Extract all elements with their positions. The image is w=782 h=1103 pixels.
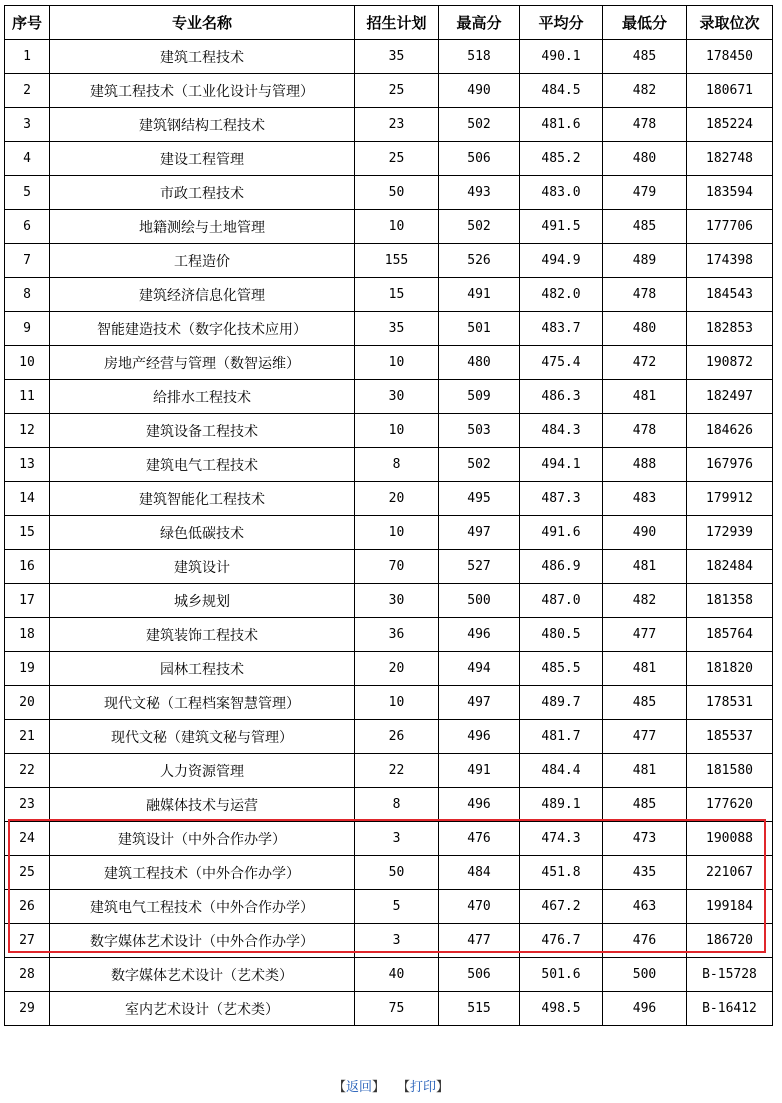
cell-index: 26 bbox=[5, 890, 50, 924]
cell-index: 18 bbox=[5, 618, 50, 652]
table-row bbox=[5, 176, 773, 210]
cell-enrollment-plan: 26 bbox=[355, 720, 439, 754]
cell-enrollment-plan: 50 bbox=[355, 856, 439, 890]
cell-lowest-score: 481 bbox=[603, 380, 687, 414]
cell-admission-rank: 182497 bbox=[687, 380, 773, 414]
cell-lowest-score: 480 bbox=[603, 142, 687, 176]
cell-average-score: 481.6 bbox=[520, 108, 603, 142]
cell-average-score: 494.1 bbox=[520, 448, 603, 482]
cell-highest-score: 506 bbox=[439, 142, 520, 176]
cell-index: 29 bbox=[5, 992, 50, 1026]
cell-lowest-score: 500 bbox=[603, 958, 687, 992]
bracket-open: 【 bbox=[397, 1080, 411, 1095]
table-row bbox=[5, 618, 773, 652]
cell-lowest-score: 485 bbox=[603, 788, 687, 822]
cell-major-name: 地籍测绘与土地管理 bbox=[50, 210, 355, 244]
cell-lowest-score: 481 bbox=[603, 550, 687, 584]
cell-major-name: 建筑装饰工程技术 bbox=[50, 618, 355, 652]
table-row bbox=[5, 244, 773, 278]
cell-lowest-score: 488 bbox=[603, 448, 687, 482]
print-link[interactable]: 打印 bbox=[410, 1080, 437, 1095]
cell-enrollment-plan: 20 bbox=[355, 482, 439, 516]
back-link[interactable]: 返回 bbox=[345, 1080, 372, 1095]
cell-highest-score: 476 bbox=[439, 822, 520, 856]
cell-highest-score: 484 bbox=[439, 856, 520, 890]
cell-lowest-score: 481 bbox=[603, 652, 687, 686]
cell-highest-score: 496 bbox=[439, 788, 520, 822]
cell-admission-rank: 183594 bbox=[687, 176, 773, 210]
header-enrollment-plan: 招生计划 bbox=[355, 6, 439, 40]
header-highest-score: 最高分 bbox=[439, 6, 520, 40]
cell-enrollment-plan: 35 bbox=[355, 40, 439, 74]
cell-enrollment-plan: 75 bbox=[355, 992, 439, 1026]
cell-average-score: 451.8 bbox=[520, 856, 603, 890]
cell-major-name: 房地产经营与管理（数智运维） bbox=[50, 346, 355, 380]
cell-average-score: 482.0 bbox=[520, 278, 603, 312]
cell-average-score: 487.0 bbox=[520, 584, 603, 618]
cell-admission-rank: 184626 bbox=[687, 414, 773, 448]
table-row bbox=[5, 924, 773, 958]
cell-average-score: 498.5 bbox=[520, 992, 603, 1026]
cell-enrollment-plan: 70 bbox=[355, 550, 439, 584]
table-row bbox=[5, 652, 773, 686]
cell-major-name: 智能建造技术（数字化技术应用） bbox=[50, 312, 355, 346]
cell-major-name: 建筑电气工程技术（中外合作办学） bbox=[50, 890, 355, 924]
cell-major-name: 建筑智能化工程技术 bbox=[50, 482, 355, 516]
cell-index: 12 bbox=[5, 414, 50, 448]
table-row bbox=[5, 992, 773, 1026]
cell-average-score: 486.3 bbox=[520, 380, 603, 414]
cell-lowest-score: 485 bbox=[603, 686, 687, 720]
cell-major-name: 城乡规划 bbox=[50, 584, 355, 618]
cell-major-name: 建筑电气工程技术 bbox=[50, 448, 355, 482]
cell-lowest-score: 482 bbox=[603, 584, 687, 618]
table-row bbox=[5, 550, 773, 584]
cell-index: 17 bbox=[5, 584, 50, 618]
cell-highest-score: 477 bbox=[439, 924, 520, 958]
cell-admission-rank: 185224 bbox=[687, 108, 773, 142]
cell-highest-score: 497 bbox=[439, 686, 520, 720]
cell-enrollment-plan: 5 bbox=[355, 890, 439, 924]
cell-highest-score: 496 bbox=[439, 720, 520, 754]
cell-highest-score: 494 bbox=[439, 652, 520, 686]
cell-lowest-score: 477 bbox=[603, 618, 687, 652]
table-row bbox=[5, 346, 773, 380]
cell-admission-rank: 199184 bbox=[687, 890, 773, 924]
cell-enrollment-plan: 25 bbox=[355, 142, 439, 176]
cell-lowest-score: 472 bbox=[603, 346, 687, 380]
cell-admission-rank: B-15728 bbox=[687, 958, 773, 992]
cell-index: 15 bbox=[5, 516, 50, 550]
cell-highest-score: 497 bbox=[439, 516, 520, 550]
bracket-close: 】 bbox=[436, 1080, 450, 1095]
cell-average-score: 484.5 bbox=[520, 74, 603, 108]
cell-admission-rank: 178450 bbox=[687, 40, 773, 74]
cell-enrollment-plan: 25 bbox=[355, 74, 439, 108]
cell-major-name: 建筑设计（中外合作办学） bbox=[50, 822, 355, 856]
cell-index: 13 bbox=[5, 448, 50, 482]
cell-enrollment-plan: 20 bbox=[355, 652, 439, 686]
table-row bbox=[5, 958, 773, 992]
table-row bbox=[5, 584, 773, 618]
cell-lowest-score: 473 bbox=[603, 822, 687, 856]
cell-average-score: 484.3 bbox=[520, 414, 603, 448]
cell-admission-rank: 221067 bbox=[687, 856, 773, 890]
header-admission-rank: 录取位次 bbox=[687, 6, 773, 40]
cell-lowest-score: 479 bbox=[603, 176, 687, 210]
cell-admission-rank: 190872 bbox=[687, 346, 773, 380]
cell-major-name: 工程造价 bbox=[50, 244, 355, 278]
table-row bbox=[5, 822, 773, 856]
cell-highest-score: 506 bbox=[439, 958, 520, 992]
table-row bbox=[5, 788, 773, 822]
cell-lowest-score: 485 bbox=[603, 40, 687, 74]
cell-major-name: 数字媒体艺术设计（中外合作办学） bbox=[50, 924, 355, 958]
table-row bbox=[5, 142, 773, 176]
cell-index: 19 bbox=[5, 652, 50, 686]
cell-lowest-score: 478 bbox=[603, 108, 687, 142]
cell-lowest-score: 435 bbox=[603, 856, 687, 890]
cell-highest-score: 509 bbox=[439, 380, 520, 414]
table-row bbox=[5, 686, 773, 720]
cell-major-name: 数字媒体艺术设计（艺术类） bbox=[50, 958, 355, 992]
table-row bbox=[5, 108, 773, 142]
cell-major-name: 给排水工程技术 bbox=[50, 380, 355, 414]
cell-highest-score: 502 bbox=[439, 448, 520, 482]
cell-average-score: 474.3 bbox=[520, 822, 603, 856]
cell-admission-rank: 174398 bbox=[687, 244, 773, 278]
cell-admission-rank: 182484 bbox=[687, 550, 773, 584]
cell-major-name: 建筑经济信息化管理 bbox=[50, 278, 355, 312]
cell-index: 28 bbox=[5, 958, 50, 992]
cell-major-name: 室内艺术设计（艺术类） bbox=[50, 992, 355, 1026]
header-row bbox=[5, 6, 773, 40]
cell-major-name: 建筑设计 bbox=[50, 550, 355, 584]
cell-lowest-score: 489 bbox=[603, 244, 687, 278]
cell-admission-rank: 182748 bbox=[687, 142, 773, 176]
table-row bbox=[5, 380, 773, 414]
cell-highest-score: 527 bbox=[439, 550, 520, 584]
cell-enrollment-plan: 30 bbox=[355, 584, 439, 618]
cell-enrollment-plan: 8 bbox=[355, 788, 439, 822]
cell-major-name: 园林工程技术 bbox=[50, 652, 355, 686]
cell-index: 5 bbox=[5, 176, 50, 210]
cell-enrollment-plan: 10 bbox=[355, 346, 439, 380]
cell-admission-rank: 178531 bbox=[687, 686, 773, 720]
cell-admission-rank: 190088 bbox=[687, 822, 773, 856]
cell-admission-rank: 185537 bbox=[687, 720, 773, 754]
cell-highest-score: 493 bbox=[439, 176, 520, 210]
header-major-name: 专业名称 bbox=[50, 6, 355, 40]
table-row bbox=[5, 312, 773, 346]
cell-enrollment-plan: 36 bbox=[355, 618, 439, 652]
cell-enrollment-plan: 35 bbox=[355, 312, 439, 346]
table-row bbox=[5, 720, 773, 754]
cell-enrollment-plan: 10 bbox=[355, 210, 439, 244]
table-body bbox=[5, 40, 773, 1026]
cell-major-name: 现代文秘（工程档案智慧管理） bbox=[50, 686, 355, 720]
cell-lowest-score: 476 bbox=[603, 924, 687, 958]
cell-average-score: 483.7 bbox=[520, 312, 603, 346]
cell-average-score: 489.7 bbox=[520, 686, 603, 720]
cell-admission-rank: 184543 bbox=[687, 278, 773, 312]
table-row bbox=[5, 890, 773, 924]
cell-admission-rank: 177706 bbox=[687, 210, 773, 244]
cell-index: 21 bbox=[5, 720, 50, 754]
cell-index: 25 bbox=[5, 856, 50, 890]
admissions-table bbox=[4, 5, 773, 1026]
footer-links bbox=[0, 1076, 782, 1095]
cell-highest-score: 480 bbox=[439, 346, 520, 380]
cell-enrollment-plan: 30 bbox=[355, 380, 439, 414]
cell-highest-score: 495 bbox=[439, 482, 520, 516]
cell-enrollment-plan: 23 bbox=[355, 108, 439, 142]
cell-major-name: 绿色低碳技术 bbox=[50, 516, 355, 550]
cell-lowest-score: 478 bbox=[603, 278, 687, 312]
table-row bbox=[5, 754, 773, 788]
cell-index: 10 bbox=[5, 346, 50, 380]
header-average-score: 平均分 bbox=[520, 6, 603, 40]
cell-average-score: 475.4 bbox=[520, 346, 603, 380]
cell-enrollment-plan: 15 bbox=[355, 278, 439, 312]
cell-index: 2 bbox=[5, 74, 50, 108]
cell-highest-score: 515 bbox=[439, 992, 520, 1026]
cell-highest-score: 518 bbox=[439, 40, 520, 74]
cell-index: 4 bbox=[5, 142, 50, 176]
cell-lowest-score: 496 bbox=[603, 992, 687, 1026]
header-index: 序号 bbox=[5, 6, 50, 40]
cell-enrollment-plan: 10 bbox=[355, 686, 439, 720]
cell-average-score: 485.5 bbox=[520, 652, 603, 686]
cell-highest-score: 502 bbox=[439, 108, 520, 142]
cell-index: 14 bbox=[5, 482, 50, 516]
cell-highest-score: 526 bbox=[439, 244, 520, 278]
cell-enrollment-plan: 10 bbox=[355, 516, 439, 550]
cell-average-score: 491.6 bbox=[520, 516, 603, 550]
cell-admission-rank: 180671 bbox=[687, 74, 773, 108]
cell-average-score: 481.7 bbox=[520, 720, 603, 754]
bracket-open: 【 bbox=[332, 1080, 346, 1095]
table-row bbox=[5, 448, 773, 482]
table-row bbox=[5, 74, 773, 108]
cell-index: 1 bbox=[5, 40, 50, 74]
cell-average-score: 480.5 bbox=[520, 618, 603, 652]
cell-highest-score: 500 bbox=[439, 584, 520, 618]
cell-index: 22 bbox=[5, 754, 50, 788]
cell-lowest-score: 482 bbox=[603, 74, 687, 108]
table-row bbox=[5, 856, 773, 890]
cell-major-name: 建筑工程技术 bbox=[50, 40, 355, 74]
table-row bbox=[5, 40, 773, 74]
cell-average-score: 485.2 bbox=[520, 142, 603, 176]
cell-highest-score: 503 bbox=[439, 414, 520, 448]
cell-highest-score: 496 bbox=[439, 618, 520, 652]
cell-average-score: 494.9 bbox=[520, 244, 603, 278]
cell-index: 7 bbox=[5, 244, 50, 278]
cell-enrollment-plan: 3 bbox=[355, 924, 439, 958]
cell-admission-rank: 181820 bbox=[687, 652, 773, 686]
cell-index: 24 bbox=[5, 822, 50, 856]
cell-major-name: 建筑钢结构工程技术 bbox=[50, 108, 355, 142]
table-row bbox=[5, 414, 773, 448]
cell-major-name: 融媒体技术与运营 bbox=[50, 788, 355, 822]
cell-admission-rank: B-16412 bbox=[687, 992, 773, 1026]
table-row bbox=[5, 482, 773, 516]
cell-enrollment-plan: 155 bbox=[355, 244, 439, 278]
cell-enrollment-plan: 8 bbox=[355, 448, 439, 482]
table-row bbox=[5, 210, 773, 244]
cell-index: 9 bbox=[5, 312, 50, 346]
cell-highest-score: 491 bbox=[439, 278, 520, 312]
cell-enrollment-plan: 50 bbox=[355, 176, 439, 210]
cell-average-score: 487.3 bbox=[520, 482, 603, 516]
cell-index: 8 bbox=[5, 278, 50, 312]
cell-major-name: 人力资源管理 bbox=[50, 754, 355, 788]
cell-major-name: 现代文秘（建筑文秘与管理） bbox=[50, 720, 355, 754]
cell-admission-rank: 181580 bbox=[687, 754, 773, 788]
cell-admission-rank: 181358 bbox=[687, 584, 773, 618]
cell-enrollment-plan: 3 bbox=[355, 822, 439, 856]
cell-admission-rank: 177620 bbox=[687, 788, 773, 822]
cell-average-score: 467.2 bbox=[520, 890, 603, 924]
cell-average-score: 491.5 bbox=[520, 210, 603, 244]
cell-index: 23 bbox=[5, 788, 50, 822]
cell-index: 16 bbox=[5, 550, 50, 584]
cell-admission-rank: 186720 bbox=[687, 924, 773, 958]
cell-highest-score: 502 bbox=[439, 210, 520, 244]
cell-average-score: 501.6 bbox=[520, 958, 603, 992]
table-row bbox=[5, 278, 773, 312]
header-lowest-score: 最低分 bbox=[603, 6, 687, 40]
cell-admission-rank: 167976 bbox=[687, 448, 773, 482]
cell-average-score: 486.9 bbox=[520, 550, 603, 584]
cell-lowest-score: 485 bbox=[603, 210, 687, 244]
cell-index: 6 bbox=[5, 210, 50, 244]
cell-admission-rank: 182853 bbox=[687, 312, 773, 346]
cell-major-name: 建筑工程技术（中外合作办学） bbox=[50, 856, 355, 890]
cell-index: 3 bbox=[5, 108, 50, 142]
cell-lowest-score: 490 bbox=[603, 516, 687, 550]
cell-highest-score: 501 bbox=[439, 312, 520, 346]
cell-lowest-score: 463 bbox=[603, 890, 687, 924]
cell-admission-rank: 172939 bbox=[687, 516, 773, 550]
table-row bbox=[5, 516, 773, 550]
cell-average-score: 484.4 bbox=[520, 754, 603, 788]
cell-index: 20 bbox=[5, 686, 50, 720]
cell-enrollment-plan: 22 bbox=[355, 754, 439, 788]
cell-admission-rank: 185764 bbox=[687, 618, 773, 652]
cell-enrollment-plan: 40 bbox=[355, 958, 439, 992]
bracket-close: 】 bbox=[371, 1080, 385, 1095]
cell-major-name: 市政工程技术 bbox=[50, 176, 355, 210]
cell-index: 27 bbox=[5, 924, 50, 958]
cell-average-score: 483.0 bbox=[520, 176, 603, 210]
cell-major-name: 建设工程管理 bbox=[50, 142, 355, 176]
cell-lowest-score: 481 bbox=[603, 754, 687, 788]
cell-major-name: 建筑设备工程技术 bbox=[50, 414, 355, 448]
table-header bbox=[5, 6, 773, 40]
cell-average-score: 489.1 bbox=[520, 788, 603, 822]
cell-admission-rank: 179912 bbox=[687, 482, 773, 516]
cell-highest-score: 470 bbox=[439, 890, 520, 924]
cell-highest-score: 491 bbox=[439, 754, 520, 788]
cell-lowest-score: 480 bbox=[603, 312, 687, 346]
cell-index: 11 bbox=[5, 380, 50, 414]
cell-average-score: 476.7 bbox=[520, 924, 603, 958]
cell-lowest-score: 483 bbox=[603, 482, 687, 516]
cell-lowest-score: 478 bbox=[603, 414, 687, 448]
cell-major-name: 建筑工程技术（工业化设计与管理） bbox=[50, 74, 355, 108]
cell-enrollment-plan: 10 bbox=[355, 414, 439, 448]
cell-average-score: 490.1 bbox=[520, 40, 603, 74]
cell-highest-score: 490 bbox=[439, 74, 520, 108]
cell-lowest-score: 477 bbox=[603, 720, 687, 754]
